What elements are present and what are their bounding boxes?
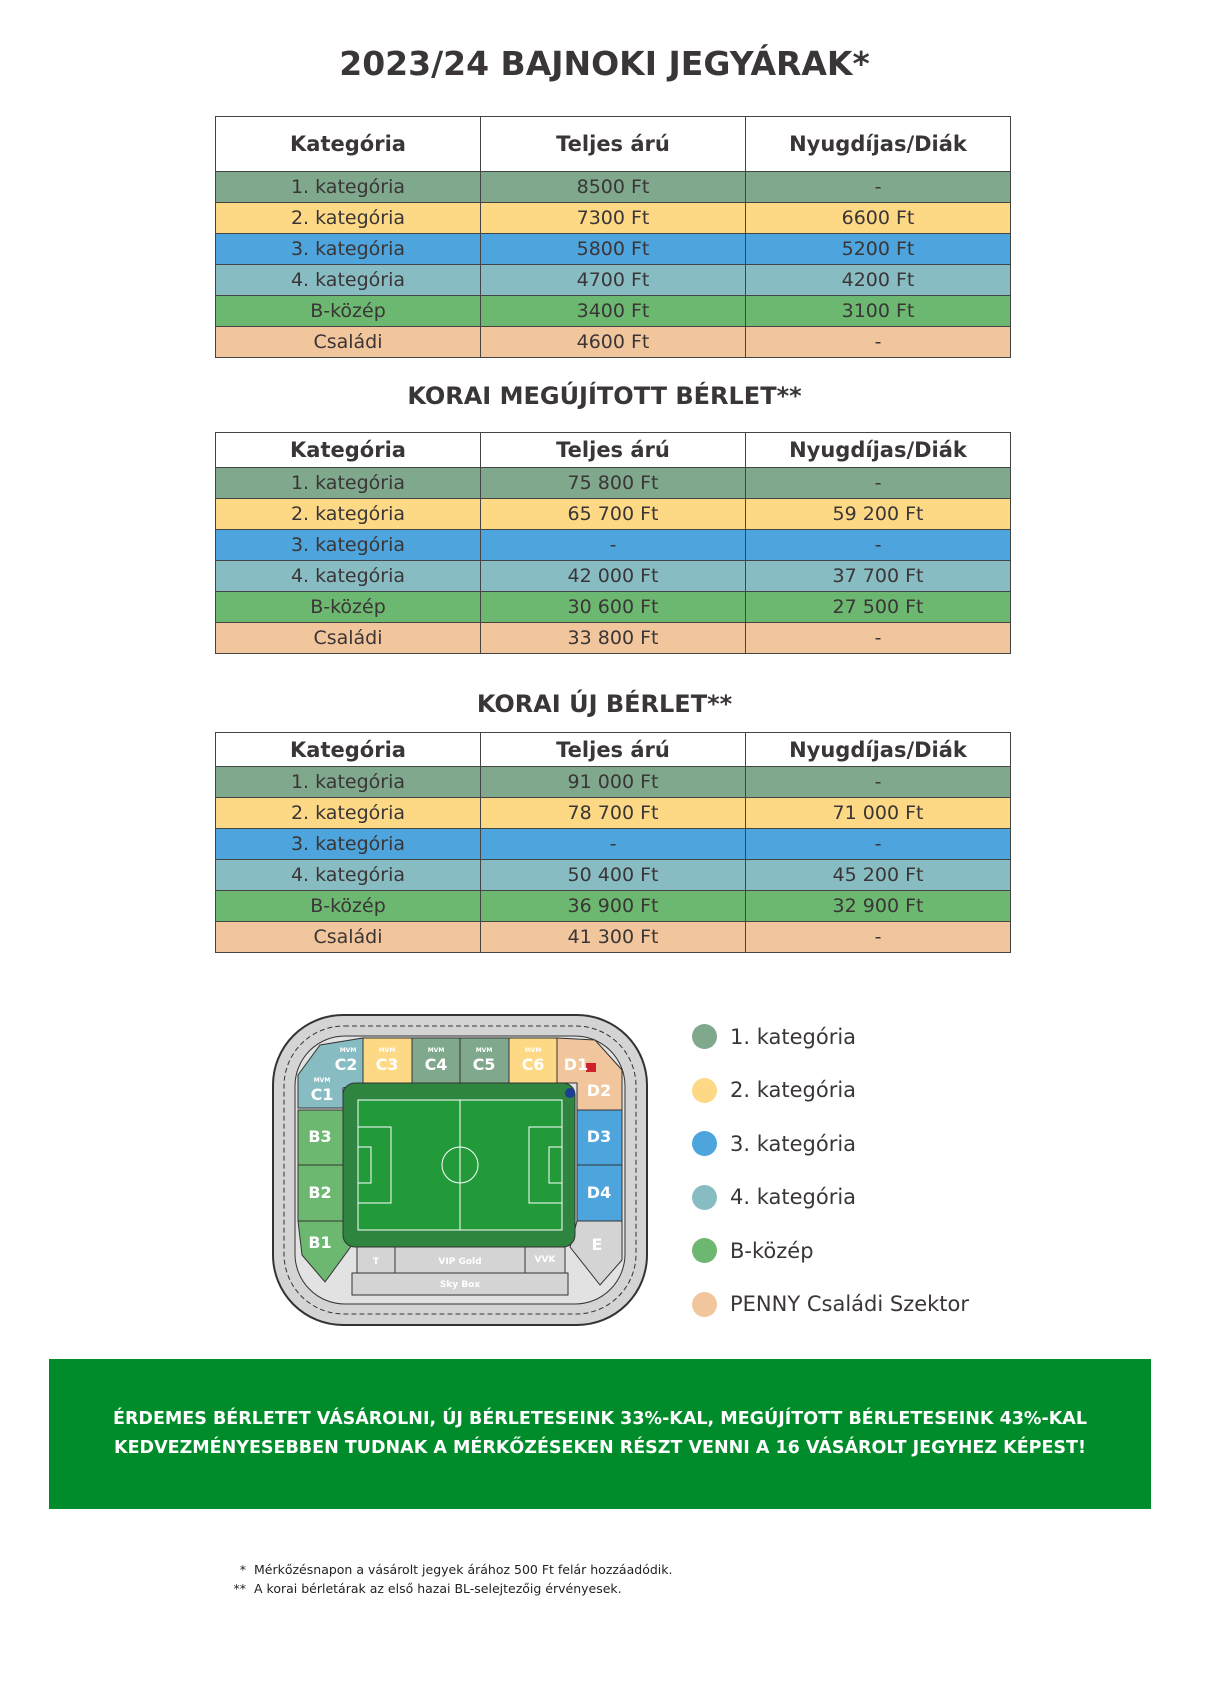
sector-label: B1 (308, 1233, 332, 1252)
legend-item (692, 1224, 969, 1278)
footnote: ** A korai bérletárak az első hazai BL-selejtezőig érvényesek. (233, 1581, 622, 1596)
legend-dot-icon (692, 1024, 717, 1049)
table-cell: 75 800 Ft (481, 468, 746, 499)
column-header: Kategória (216, 733, 481, 767)
table-cell: 41 300 Ft (481, 922, 746, 953)
table-row (216, 530, 1011, 561)
footnote: * Mérkőzésnapon a vásárolt jegyek árához 500 Ft felár hozzáadódik. (239, 1562, 673, 1577)
table-cell: 5200 Ft (746, 234, 1011, 265)
table-cell: 3100 Ft (746, 296, 1011, 327)
table-cell: 3. kategória (216, 530, 481, 561)
page-title: 2023/24 BAJNOKI JEGYÁRAK* (339, 44, 870, 83)
table-cell: 5800 Ft (481, 234, 746, 265)
table-row (216, 468, 1011, 499)
table-cell: 36 900 Ft (481, 891, 746, 922)
table-cell: - (746, 623, 1011, 654)
table-cell: - (746, 767, 1011, 798)
table-cell: 30 600 Ft (481, 592, 746, 623)
new-season-ticket-title: KORAI ÚJ BÉRLET** (476, 690, 733, 718)
table-cell: B-közép (216, 592, 481, 623)
table-row (216, 592, 1011, 623)
table-cell: 91 000 Ft (481, 767, 746, 798)
table-row (216, 860, 1011, 891)
legend (692, 1010, 969, 1331)
table-cell: Családi (216, 623, 481, 654)
table-row (216, 798, 1011, 829)
legend-item (692, 1117, 969, 1171)
sector-label: C4 (424, 1055, 448, 1074)
column-header: Kategória (216, 433, 481, 468)
table-cell: 1. kategória (216, 172, 481, 203)
table-cell: 4200 Ft (746, 265, 1011, 296)
table-cell: - (481, 530, 746, 561)
table-cell: 4600 Ft (481, 327, 746, 358)
sector-label: D1 (563, 1055, 589, 1074)
legend-dot-icon (692, 1238, 717, 1263)
table-cell: - (746, 530, 1011, 561)
table-cell: 42 000 Ft (481, 561, 746, 592)
table-cell: 50 400 Ft (481, 860, 746, 891)
sector-label: C5 (472, 1055, 496, 1074)
table-cell: 45 200 Ft (746, 860, 1011, 891)
banner-line: KEDVEZMÉNYESEBBEN TUDNAK A MÉRKŐZÉSEKEN RÉSZT VENNI A 16 VÁSÁROLT JEGYHEZ KÉPEST! (114, 1438, 1086, 1458)
column-header: Teljes árú (481, 733, 746, 767)
accessibility-icon (565, 1088, 575, 1098)
table-cell: 32 900 Ft (746, 891, 1011, 922)
table-row (216, 767, 1011, 798)
table-cell: 3. kategória (216, 829, 481, 860)
column-header: Nyugdíjas/Diák (746, 733, 1011, 767)
table-cell: B-közép (216, 891, 481, 922)
table-row (216, 327, 1011, 358)
table-cell: B-közép (216, 296, 481, 327)
telekom-logo: T (372, 1257, 380, 1267)
legend-label: 2. kategória (730, 1078, 857, 1103)
table-row (216, 265, 1011, 296)
banner-line: ÉRDEMES BÉRLETET VÁSÁROLNI, ÚJ BÉRLETESEINK 33%-KAL, MEGÚJÍTOTT BÉRLETESEINK 43%-KAL (112, 1409, 1087, 1429)
table-cell: 65 700 Ft (481, 499, 746, 530)
table-cell: Családi (216, 922, 481, 953)
legend-dot-icon (692, 1185, 717, 1210)
table-cell: 37 700 Ft (746, 561, 1011, 592)
table-cell: 6600 Ft (746, 203, 1011, 234)
legend-label: 1. kategória (730, 1024, 857, 1049)
sector-label: D2 (586, 1081, 612, 1100)
table-cell: 1. kategória (216, 767, 481, 798)
sector-label: C6 (521, 1055, 545, 1074)
box-label: Sky Box (439, 1280, 481, 1290)
table-cell: 71 000 Ft (746, 798, 1011, 829)
table-row (216, 296, 1011, 327)
table-cell: 78 700 Ft (481, 798, 746, 829)
box-label: VIP Gold (438, 1257, 482, 1267)
sector-label: B3 (308, 1127, 332, 1146)
legend-dot-icon (692, 1078, 717, 1103)
table-row (216, 499, 1011, 530)
sector-label: D4 (586, 1183, 612, 1202)
mvm-logo: MVM (475, 1047, 493, 1054)
column-header: Teljes árú (481, 117, 746, 172)
table-cell: 4. kategória (216, 860, 481, 891)
new-season-ticket-table (215, 732, 1011, 953)
sector-label: C3 (375, 1055, 399, 1074)
legend-dot-icon (692, 1131, 717, 1156)
table-cell: - (746, 172, 1011, 203)
sector-label: C1 (310, 1085, 334, 1104)
table-cell: 3. kategória (216, 234, 481, 265)
table-cell: 59 200 Ft (746, 499, 1011, 530)
table-cell: - (746, 327, 1011, 358)
sector-label: E (591, 1235, 603, 1254)
table-header-row (216, 433, 1011, 468)
legend-label: PENNY Családi Szektor (730, 1292, 970, 1317)
mvm-logo: MVM (339, 1047, 357, 1054)
table-cell: 27 500 Ft (746, 592, 1011, 623)
mvm-logo: MVM (313, 1077, 331, 1084)
mvm-logo: MVM (427, 1047, 445, 1054)
table-cell: 4700 Ft (481, 265, 746, 296)
table-cell: 8500 Ft (481, 172, 746, 203)
legend-item (692, 1064, 969, 1118)
table-row (216, 829, 1011, 860)
table-cell: 2. kategória (216, 798, 481, 829)
table-cell: - (746, 922, 1011, 953)
table-row (216, 561, 1011, 592)
table-cell: 2. kategória (216, 499, 481, 530)
legend-dot-icon (692, 1292, 717, 1317)
table-cell: 33 800 Ft (481, 623, 746, 654)
table-row (216, 234, 1011, 265)
table-cell: - (746, 829, 1011, 860)
footnotes (222, 1560, 672, 1598)
table-row (216, 922, 1011, 953)
table-cell: 3400 Ft (481, 296, 746, 327)
box-label: VVK (534, 1255, 556, 1265)
table-cell: - (481, 829, 746, 860)
table-cell: 2. kategória (216, 203, 481, 234)
table-cell: - (746, 468, 1011, 499)
renewed-season-ticket-title: KORAI MEGÚJÍTOTT BÉRLET** (407, 382, 802, 410)
column-header: Teljes árú (481, 433, 746, 468)
sector-label: C2 (334, 1055, 358, 1074)
sector-label: B2 (308, 1183, 332, 1202)
legend-item (692, 1010, 969, 1064)
mvm-logo: MVM (524, 1047, 542, 1054)
table-cell: 7300 Ft (481, 203, 746, 234)
mvm-logo: MVM (378, 1047, 396, 1054)
table-cell: 4. kategória (216, 265, 481, 296)
table-cell: 4. kategória (216, 561, 481, 592)
table-cell: 1. kategória (216, 468, 481, 499)
sector-label: D3 (586, 1127, 612, 1146)
column-header: Nyugdíjas/Diák (746, 117, 1011, 172)
table-header-row (216, 117, 1011, 172)
table-row (216, 623, 1011, 654)
table-row (216, 891, 1011, 922)
legend-label: B-közép (730, 1238, 814, 1263)
renewed-season-ticket-table (215, 432, 1011, 654)
column-header: Nyugdíjas/Diák (746, 433, 1011, 468)
legend-item (692, 1278, 969, 1332)
legend-item (692, 1171, 969, 1225)
table-row (216, 203, 1011, 234)
legend-label: 3. kategória (730, 1131, 857, 1156)
table-cell: Családi (216, 327, 481, 358)
legend-label: 4. kategória (730, 1185, 857, 1210)
match-ticket-price-table (215, 116, 1011, 358)
promo-banner (49, 1359, 1151, 1509)
stadium-map (260, 1000, 660, 1330)
table-header-row (216, 733, 1011, 767)
column-header: Kategória (216, 117, 481, 172)
table-row (216, 172, 1011, 203)
